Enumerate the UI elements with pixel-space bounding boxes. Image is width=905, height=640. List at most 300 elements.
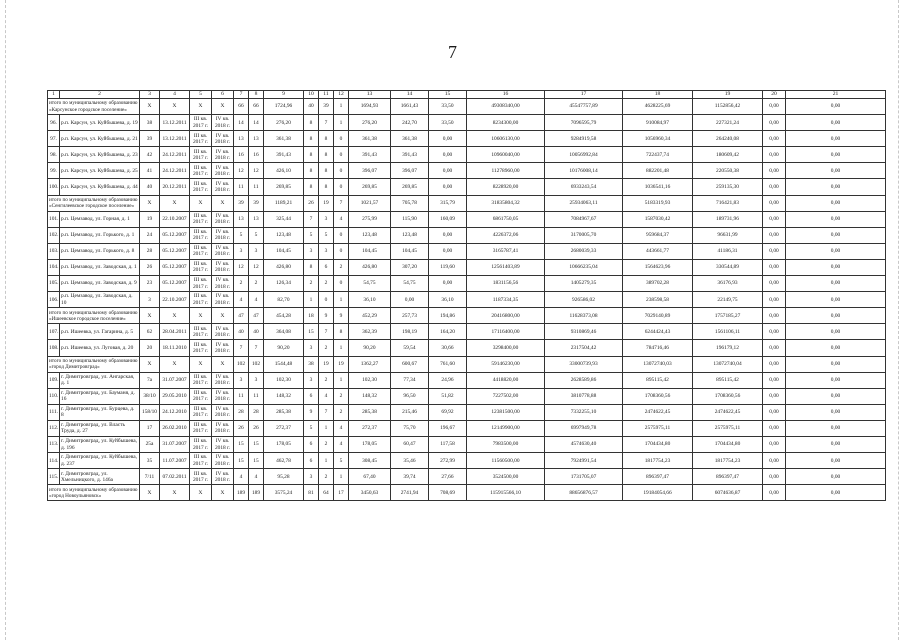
- cell-col-17: 4574630,40: [545, 436, 623, 452]
- page-number: 7: [448, 42, 457, 62]
- cell-col-10: 5: [304, 227, 319, 243]
- cell-col-12: 1: [334, 340, 349, 356]
- table-row: [48, 243, 886, 259]
- cell-col-1: 99.: [48, 163, 60, 179]
- cell-col-18: 238598,58: [623, 292, 693, 308]
- cell-col-4: 07.02.2011: [160, 469, 190, 485]
- cell-col-16: 10606130,00: [467, 131, 545, 147]
- cell-col-8: 28: [249, 404, 264, 420]
- cell-col-10: 6: [304, 388, 319, 404]
- cell-col-1: 97.: [48, 131, 60, 147]
- cell-col-21: 0,00: [786, 163, 886, 179]
- cell-col-11: 3: [319, 211, 334, 227]
- cell-col-2: г. Димитровград, ул. Бауманя, д. 16: [60, 388, 140, 404]
- cell-col-1: 109.: [48, 372, 60, 388]
- cell-col-1: 107.: [48, 324, 60, 340]
- cell-col-4: X: [160, 99, 190, 115]
- cell-col-8: 13: [249, 211, 264, 227]
- cell-col-6: X: [212, 356, 234, 372]
- cell-col-16: 115915566,10: [467, 485, 545, 501]
- cell-col-14: 215,46: [391, 404, 429, 420]
- cell-col-21: 0,00: [786, 195, 886, 211]
- cell-col-16: 10960040,00: [467, 147, 545, 163]
- cell-col-19: 41186,31: [693, 243, 763, 259]
- cell-col-5: III кв. 2017 г.: [190, 404, 212, 420]
- cell-col-20: 0,00: [763, 404, 786, 420]
- cell-col-7: 102: [234, 356, 249, 372]
- table-row: [48, 115, 886, 131]
- table-row: [48, 340, 886, 356]
- cell-col-4: 22.10.2007: [160, 292, 190, 308]
- cell-col-18: 784716,46: [623, 340, 693, 356]
- cell-col-6: IV кв. 2018 г.: [212, 163, 234, 179]
- cell-col-12: 0: [334, 147, 349, 163]
- cell-col-10: 26: [304, 195, 319, 211]
- cell-col-21: 0,00: [786, 308, 886, 324]
- cell-col-20: 0,00: [763, 469, 786, 485]
- cell-col-7: 12: [234, 259, 249, 275]
- cell-col-5: III кв. 2017 г.: [190, 259, 212, 275]
- cell-col-3: 38: [140, 115, 160, 131]
- total-row: [48, 99, 886, 115]
- cell-col-12: 2: [334, 259, 349, 275]
- cell-col-16: 11560500,00: [467, 453, 545, 469]
- cell-col-9: 276,20: [264, 115, 304, 131]
- cell-col-12: 4: [334, 420, 349, 436]
- cell-col-11: 2: [319, 469, 334, 485]
- cell-col-5: III кв. 2017 г.: [190, 372, 212, 388]
- header-col-2: 2: [60, 91, 140, 99]
- cell-col-12: 2: [334, 388, 349, 404]
- cell-col-20: 0,00: [763, 485, 786, 501]
- cell-col-21: 0,00: [786, 420, 886, 436]
- cell-col-13: 452,29: [349, 308, 391, 324]
- cell-col-2: р.п. Карсун, ул. Куйбышева, д. 21: [60, 131, 140, 147]
- cell-col-13: 362,39: [349, 324, 391, 340]
- cell-col-14: 75,70: [391, 420, 429, 436]
- cell-col-1: 104.: [48, 259, 60, 275]
- cell-col-17: 6997949,78: [545, 420, 623, 436]
- cell-col-10: 6: [304, 453, 319, 469]
- cell-col-12: 1: [334, 469, 349, 485]
- header-col-11: 11: [319, 91, 334, 99]
- cell-col-1: 100.: [48, 179, 60, 195]
- header-col-19: 19: [693, 91, 763, 99]
- cell-col-8: 26: [249, 420, 264, 436]
- header-col-12: 12: [334, 91, 349, 99]
- cell-col-10: 81: [304, 485, 319, 501]
- cell-col-2: р.п. Цемзавод, ул. Горького, д. 8: [60, 243, 140, 259]
- cell-col-11: 4: [319, 388, 334, 404]
- header-col-4: 4: [160, 91, 190, 99]
- cell-col-20: 0,00: [763, 195, 786, 211]
- cell-col-21: 0,00: [786, 179, 886, 195]
- cell-col-3: X: [140, 195, 160, 211]
- cell-col-12: 1: [334, 292, 349, 308]
- cell-col-7: 4: [234, 469, 249, 485]
- cell-col-21: 0,00: [786, 356, 886, 372]
- cell-col-5: III кв. 2017 г.: [190, 324, 212, 340]
- cell-col-1: 108.: [48, 340, 60, 356]
- cell-col-20: 0,00: [763, 292, 786, 308]
- cell-col-18: 1056960,34: [623, 131, 693, 147]
- cell-col-2: р.п. Карсун, ул. Куйбышева, д. 23: [60, 147, 140, 163]
- cell-col-10: 8: [304, 115, 319, 131]
- cell-col-14: 242,70: [391, 115, 429, 131]
- cell-col-15: 0,00: [429, 131, 467, 147]
- cell-col-13: 54,75: [349, 276, 391, 292]
- cell-col-4: 24.12.2011: [160, 147, 190, 163]
- cell-col-17: 9284919,58: [545, 131, 623, 147]
- cell-col-4: 20.12.2011: [160, 179, 190, 195]
- cell-col-20: 0,00: [763, 243, 786, 259]
- table-row: [48, 292, 886, 308]
- cell-col-8: 40: [249, 324, 264, 340]
- cell-col-15: 0,00: [429, 227, 467, 243]
- cell-col-7: 4: [234, 292, 249, 308]
- cell-col-9: 1189,21: [264, 195, 304, 211]
- cell-col-8: 4: [249, 469, 264, 485]
- cell-col-4: 24.12.2010: [160, 404, 190, 420]
- cell-col-6: IV кв. 2018 г.: [212, 211, 234, 227]
- cell-col-3: 40: [140, 179, 160, 195]
- header-col-1: 1: [48, 91, 60, 99]
- cell-col-21: 0,00: [786, 436, 886, 452]
- cell-col-9: 426,10: [264, 163, 304, 179]
- cell-col-17: 2680039,33: [545, 243, 623, 259]
- cell-col-12: 0: [334, 163, 349, 179]
- cell-col-11: 7: [319, 115, 334, 131]
- cell-col-15: 0,00: [429, 276, 467, 292]
- cell-col-15: 164,20: [429, 324, 467, 340]
- cell-col-4: X: [160, 356, 190, 372]
- page-edge-line-right: [898, 0, 899, 640]
- cell-col-16: 3524500,00: [467, 469, 545, 485]
- cell-col-20: 0,00: [763, 372, 786, 388]
- cell-col-8: 15: [249, 453, 264, 469]
- cell-col-21: 0,00: [786, 453, 886, 469]
- cell-col-14: 35,46: [391, 453, 429, 469]
- cell-col-3: 23: [140, 276, 160, 292]
- cell-col-12: 0: [334, 243, 349, 259]
- cell-col-2: г. Димитровград, ул. Бурцева, д. 8: [60, 404, 140, 420]
- cell-col-17: 2628589,86: [545, 372, 623, 388]
- cell-col-4: 31.07.2007: [160, 372, 190, 388]
- cell-col-13: 1694,93: [349, 99, 391, 115]
- cell-col-10: 7: [304, 211, 319, 227]
- cell-col-3: 3: [140, 292, 160, 308]
- cell-col-14: 96,50: [391, 388, 429, 404]
- cell-col-9: 391,43: [264, 147, 304, 163]
- cell-col-14: 600,67: [391, 356, 429, 372]
- cell-col-13: 1021,57: [349, 195, 391, 211]
- cell-col-12: 9: [334, 308, 349, 324]
- cell-col-19: 2575975,11: [693, 420, 763, 436]
- cell-col-13: 123,48: [349, 227, 391, 243]
- cell-col-8: 16: [249, 147, 264, 163]
- cell-col-5: X: [190, 308, 212, 324]
- header-col-10: 10: [304, 91, 319, 99]
- cell-col-20: 0,00: [763, 147, 786, 163]
- cell-col-9: 269,85: [264, 179, 304, 195]
- cell-col-13: 1362,27: [349, 356, 391, 372]
- cell-col-12: 19: [334, 356, 349, 372]
- cell-col-21: 0,00: [786, 469, 886, 485]
- cell-col-15: 30,66: [429, 340, 467, 356]
- cell-col-4: 29.05.2010: [160, 388, 190, 404]
- cell-col-14: 1661,43: [391, 99, 429, 115]
- cell-col-9: 102,30: [264, 372, 304, 388]
- table-row: [48, 179, 886, 195]
- cell-col-19: 227321,24: [693, 115, 763, 131]
- cell-col-3: 19: [140, 211, 160, 227]
- cell-col-14: 54,75: [391, 276, 429, 292]
- cell-col-2: р.п. Ишеевка, ул. Луговая, д. 20: [60, 340, 140, 356]
- cell-col-15: 0,00: [429, 243, 467, 259]
- cell-col-15: 194,86: [429, 308, 467, 324]
- cell-col-14: 104,45: [391, 243, 429, 259]
- header-col-5: 5: [190, 91, 212, 99]
- cell-col-10: 3: [304, 243, 319, 259]
- cell-col-19: 1757185,27: [693, 308, 763, 324]
- cell-col-15: 0,00: [429, 147, 467, 163]
- cell-col-11: 64: [319, 485, 334, 501]
- cell-col-19: 36176,93: [693, 276, 763, 292]
- cell-col-5: X: [190, 356, 212, 372]
- cell-col-10: 8: [304, 147, 319, 163]
- cell-col-7: 14: [234, 115, 249, 131]
- cell-col-19: 189731,96: [693, 211, 763, 227]
- cell-col-15: 0,00: [429, 163, 467, 179]
- cell-col-9: 426,80: [264, 259, 304, 275]
- cell-col-2: г. Димитровград, ул. Ангарская, д. 1: [60, 372, 140, 388]
- header-col-9: 9: [264, 91, 304, 99]
- header-col-13: 13: [349, 91, 391, 99]
- header-col-15: 15: [429, 91, 467, 99]
- cell-col-8: 11: [249, 388, 264, 404]
- cell-col-9: 104,45: [264, 243, 304, 259]
- cell-col-12: 1: [334, 115, 349, 131]
- cell-col-14: 705,78: [391, 195, 429, 211]
- cell-col-16: 59146230,00: [467, 356, 545, 372]
- cell-col-17: 10176008,14: [545, 163, 623, 179]
- cell-col-1: 96.: [48, 115, 60, 131]
- cell-col-9: 272,37: [264, 420, 304, 436]
- cell-col-16: 12381500,00: [467, 404, 545, 420]
- header-col-6: 6: [212, 91, 234, 99]
- cell-col-1: 102.: [48, 227, 60, 243]
- cell-col-16: 8228920,00: [467, 179, 545, 195]
- cell-col-13: 276,20: [349, 115, 391, 131]
- cell-col-2: р.п. Ишеевка, ул. Гагарина, д. 5: [60, 324, 140, 340]
- cell-col-21: 0,00: [786, 115, 886, 131]
- cell-col-4: 13.12.2011: [160, 115, 190, 131]
- cell-col-7: 11: [234, 179, 249, 195]
- cell-col-9: 126,34: [264, 276, 304, 292]
- cell-col-1: 103.: [48, 243, 60, 259]
- cell-col-3: X: [140, 356, 160, 372]
- cell-total-label: итого по муниципальному образованию «город Новоульяновск»: [48, 485, 140, 501]
- cell-col-18: 1587030,42: [623, 211, 693, 227]
- cell-col-14: 391,43: [391, 147, 429, 163]
- cell-col-17: 11628373,08: [545, 308, 623, 324]
- cell-col-1: 112.: [48, 420, 60, 436]
- cell-col-11: 2: [319, 276, 334, 292]
- header-col-20: 20: [763, 91, 786, 99]
- table-row: [48, 211, 886, 227]
- cell-col-9: 90,20: [264, 340, 304, 356]
- cell-col-16: 7227502,00: [467, 388, 545, 404]
- cell-col-21: 0,00: [786, 372, 886, 388]
- cell-col-8: 5: [249, 227, 264, 243]
- cell-col-13: 426,80: [349, 259, 391, 275]
- resettlement-table-wrapper: [47, 90, 885, 501]
- cell-col-6: IV кв. 2018 г.: [212, 324, 234, 340]
- cell-col-13: 102,30: [349, 372, 391, 388]
- cell-col-5: X: [190, 195, 212, 211]
- cell-col-12: 5: [334, 453, 349, 469]
- cell-col-6: IV кв. 2018 г.: [212, 404, 234, 420]
- table-row: [48, 227, 886, 243]
- cell-col-15: 272,99: [429, 453, 467, 469]
- cell-col-17: 2317504,42: [545, 340, 623, 356]
- cell-col-14: 123,48: [391, 227, 429, 243]
- cell-col-12: 0: [334, 179, 349, 195]
- cell-col-8: 2: [249, 276, 264, 292]
- cell-col-6: X: [212, 308, 234, 324]
- cell-col-17: 7332255,10: [545, 404, 623, 420]
- cell-col-10: 6: [304, 436, 319, 452]
- cell-col-10: 9: [304, 404, 319, 420]
- cell-col-18: 2575975,11: [623, 420, 693, 436]
- cell-col-21: 0,00: [786, 131, 886, 147]
- cell-col-9: 123,48: [264, 227, 304, 243]
- cell-col-9: 325,44: [264, 211, 304, 227]
- cell-col-15: 708,69: [429, 485, 467, 501]
- cell-col-3: 35: [140, 453, 160, 469]
- cell-col-10: 3: [304, 372, 319, 388]
- cell-col-3: 28: [140, 243, 160, 259]
- cell-col-17: 7924991,54: [545, 453, 623, 469]
- cell-col-6: IV кв. 2018 г.: [212, 436, 234, 452]
- cell-col-15: 761,60: [429, 356, 467, 372]
- cell-col-6: IV кв. 2018 г.: [212, 147, 234, 163]
- cell-col-15: 27,66: [429, 469, 467, 485]
- cell-col-4: 22.10.2007: [160, 211, 190, 227]
- cell-col-8: 13: [249, 131, 264, 147]
- cell-col-14: 361,38: [391, 131, 429, 147]
- cell-col-13: 3450,63: [349, 485, 391, 501]
- cell-col-1: 106.: [48, 292, 60, 308]
- cell-col-3: 62: [140, 324, 160, 340]
- cell-col-19: 895115,42: [693, 372, 763, 388]
- cell-col-21: 0,00: [786, 243, 886, 259]
- cell-col-17: 7084967,67: [545, 211, 623, 227]
- cell-col-16: 12561403,89: [467, 259, 545, 275]
- cell-col-18: 1817754,23: [623, 453, 693, 469]
- cell-col-8: 3: [249, 372, 264, 388]
- cell-col-16: 49308340,00: [467, 99, 545, 115]
- cell-col-3: 17: [140, 420, 160, 436]
- cell-col-12: 0: [334, 227, 349, 243]
- cell-col-14: 269,85: [391, 179, 429, 195]
- cell-col-18: 1708360,56: [623, 388, 693, 404]
- cell-col-2: р.п. Цемзавод, ул. Заводская, д. 1: [60, 259, 140, 275]
- cell-total-label: итого по муниципальному образованию «Сенгилеевское городское поселение»: [48, 195, 140, 211]
- cell-col-8: 12: [249, 259, 264, 275]
- cell-col-9: 285,38: [264, 404, 304, 420]
- cell-col-3: X: [140, 485, 160, 501]
- cell-col-9: 95,28: [264, 469, 304, 485]
- cell-col-13: 275,99: [349, 211, 391, 227]
- cell-col-15: 69,92: [429, 404, 467, 420]
- cell-col-3: 39: [140, 131, 160, 147]
- cell-col-13: 36,10: [349, 292, 391, 308]
- cell-col-18: 1564623,96: [623, 259, 693, 275]
- cell-col-6: IV кв. 2018 г.: [212, 131, 234, 147]
- cell-col-5: III кв. 2017 г.: [190, 340, 212, 356]
- cell-col-17: 33000739,93: [545, 356, 623, 372]
- cell-col-7: 3: [234, 243, 249, 259]
- cell-col-17: 926586,02: [545, 292, 623, 308]
- cell-col-5: III кв. 2017 г.: [190, 211, 212, 227]
- cell-col-5: III кв. 2017 г.: [190, 388, 212, 404]
- cell-col-17: 25934063,11: [545, 195, 623, 211]
- cell-col-19: 96631,99: [693, 227, 763, 243]
- cell-col-4: 18.11.2010: [160, 340, 190, 356]
- cell-col-17: 3170005,70: [545, 227, 623, 243]
- cell-col-5: X: [190, 485, 212, 501]
- total-row: [48, 195, 886, 211]
- cell-col-16: 17116400,00: [467, 324, 545, 340]
- cell-col-14: 59,54: [391, 340, 429, 356]
- cell-col-14: 39,74: [391, 469, 429, 485]
- cell-col-1: 115.: [48, 469, 60, 485]
- cell-col-3: 7/11: [140, 469, 160, 485]
- table-row: [48, 388, 886, 404]
- cell-col-21: 0,00: [786, 388, 886, 404]
- table-row: [48, 163, 886, 179]
- cell-col-11: 7: [319, 404, 334, 420]
- cell-col-4: 28.04.2011: [160, 324, 190, 340]
- cell-col-6: IV кв. 2018 г.: [212, 259, 234, 275]
- cell-col-20: 0,00: [763, 420, 786, 436]
- cell-col-13: 269,85: [349, 179, 391, 195]
- cell-col-1: 98.: [48, 147, 60, 163]
- cell-col-15: 33,50: [429, 115, 467, 131]
- cell-col-20: 0,00: [763, 356, 786, 372]
- cell-col-21: 0,00: [786, 276, 886, 292]
- cell-col-19: 2474622,45: [693, 404, 763, 420]
- cell-col-1: 114.: [48, 453, 60, 469]
- cell-col-17: 1405279,35: [545, 276, 623, 292]
- cell-col-7: 26: [234, 420, 249, 436]
- cell-col-5: III кв. 2017 г.: [190, 243, 212, 259]
- cell-col-16: 20416800,00: [467, 308, 545, 324]
- table-row: [48, 420, 886, 436]
- cell-col-2: р.п. Цемзавод, ул. Заводская, д. 9: [60, 276, 140, 292]
- cell-col-19: 1817754,23: [693, 453, 763, 469]
- resettlement-table: [47, 90, 886, 501]
- cell-col-20: 0,00: [763, 388, 786, 404]
- cell-col-6: IV кв. 2018 г.: [212, 292, 234, 308]
- cell-col-7: 13: [234, 131, 249, 147]
- cell-col-20: 0,00: [763, 211, 786, 227]
- cell-col-17: 45547757,89: [545, 99, 623, 115]
- cell-col-21: 0,00: [786, 485, 886, 501]
- cell-col-7: 47: [234, 308, 249, 324]
- cell-col-13: 361,38: [349, 131, 391, 147]
